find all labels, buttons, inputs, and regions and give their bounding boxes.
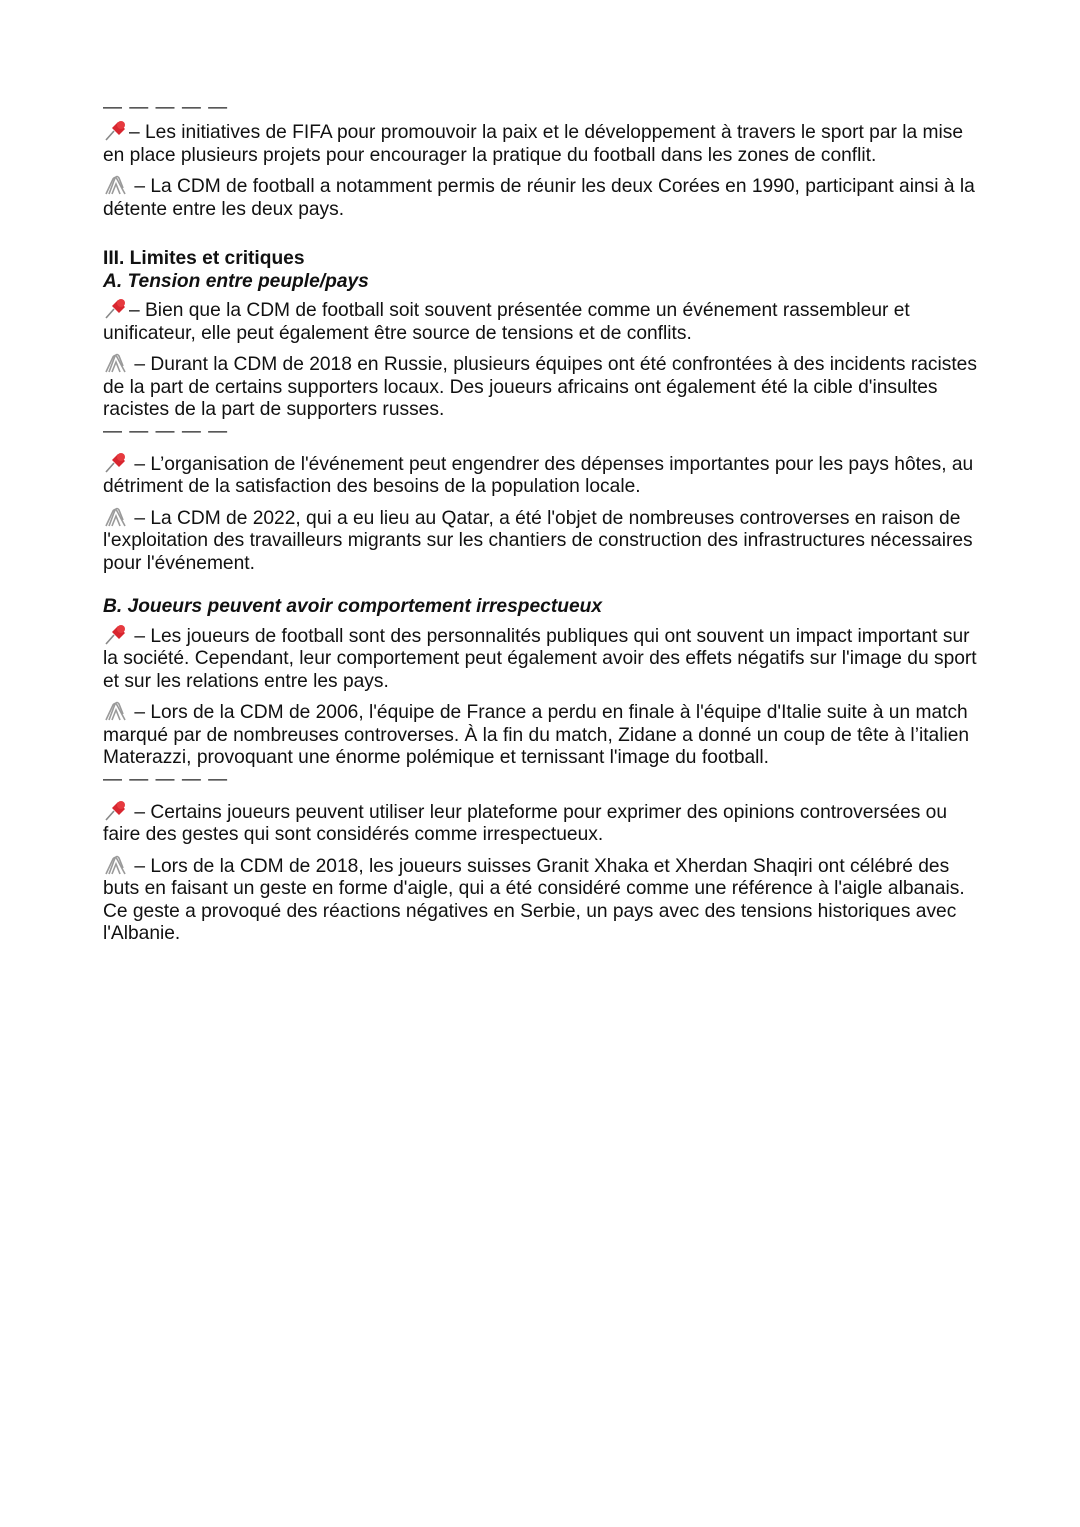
argument-text: – Les initiatives de FIFA pour promouvoir la paix et le développement à travers le sport par la mise en place plusieurs projets pour encourager la pratique du football dans les zones de conflit.: [103, 122, 964, 166]
separator: — — — — —: [103, 97, 229, 118]
example-text: – La CDM de 2022, qui a eu lieu au Qatar, a été l'objet de nombreuses controverses en raison de l'exploitation des travailleurs migrants sur les chantiers de construction des infrastructures nécessaires pour l'événement.: [103, 507, 973, 574]
example-text: – Durant la CDM de 2018 en Russie, plusieurs équipes ont été confrontées à des incidents racistes de la part de certains supporters locaux. Des joueurs africains ont également été la cible d'insultes racistes de la part de supporters russes.: [103, 354, 977, 420]
paperclip-icon: [103, 700, 127, 722]
separator: — — — — —: [103, 420, 229, 442]
example-paragraph: [103, 174, 983, 221]
example-text: – La CDM de football a notamment permis de réunir les deux Corées en 1990, participant ainsi à la détente entre les deux pays.: [103, 176, 975, 220]
argument-paragraph: [103, 298, 983, 345]
pushpin-icon: [103, 120, 127, 142]
pushpin-icon: [103, 452, 127, 474]
example-paragraph: [103, 352, 983, 422]
argument-text: – Certains joueurs peuvent utiliser leur plateforme pour exprimer des opinions controversées ou faire des gestes qui sont considérés comme irrespectueux.: [103, 801, 948, 845]
argument-text: – Bien que la CDM de football soit souvent présentée comme un événement rassembleur et unificateur, elle peut également être source de tensions et de conflits.: [103, 300, 910, 344]
subsection-heading-b: B. Joueurs peuvent avoir comportement irrespectueux: [103, 596, 603, 617]
argument-paragraph: [103, 624, 983, 694]
pushpin-icon: [103, 800, 127, 822]
example-text: – Lors de la CDM de 2018, les joueurs suisses Granit Xhaka et Xherdan Shaqiri ont célébré des buts en faisant un geste en forme d'aigle, qui a été considéré comme une référence à l'aigle albanais. Ce geste a provoqué des réactions négatives en Serbie, un pays avec des tensions historiques avec l'Albanie.: [103, 855, 965, 944]
pushpin-icon: [103, 298, 127, 320]
section-heading: III. Limites et critiques: [103, 248, 305, 269]
example-paragraph: [103, 506, 983, 576]
argument-paragraph: [103, 452, 983, 499]
paperclip-icon: [103, 352, 127, 374]
subsection-heading-a: A. Tension entre peuple/pays: [103, 270, 369, 292]
paperclip-icon: [103, 174, 127, 196]
example-paragraph: [103, 854, 983, 946]
paperclip-icon: [103, 854, 127, 876]
argument-text: – Les joueurs de football sont des personnalités publiques qui ont souvent un impact important sur la société. Cependant, leur comportement peut également avoir des effets négatifs sur l'image du sport et sur les relations entre les pays.: [103, 625, 977, 692]
argument-paragraph: [103, 800, 983, 847]
argument-text: – L’organisation de l'événement peut engendrer des dépenses importantes pour les pays hôtes, au détriment de la satisfaction des besoins de la population locale.: [103, 453, 974, 497]
example-text: – Lors de la CDM de 2006, l'équipe de France a perdu en finale à l'équipe d'Italie suite à un match marqué par de nombreuses controverses. À la fin du match, Zidane a donné un coup de tête à l’italien Materazzi, provoquant une énorme polémique et ternissant l'image du football.: [103, 702, 970, 768]
argument-paragraph: [103, 120, 983, 167]
document-page: [103, 98, 983, 953]
pushpin-icon: [103, 624, 127, 646]
example-paragraph: [103, 700, 983, 770]
separator: — — — — —: [103, 768, 229, 790]
paperclip-icon: [103, 506, 127, 528]
